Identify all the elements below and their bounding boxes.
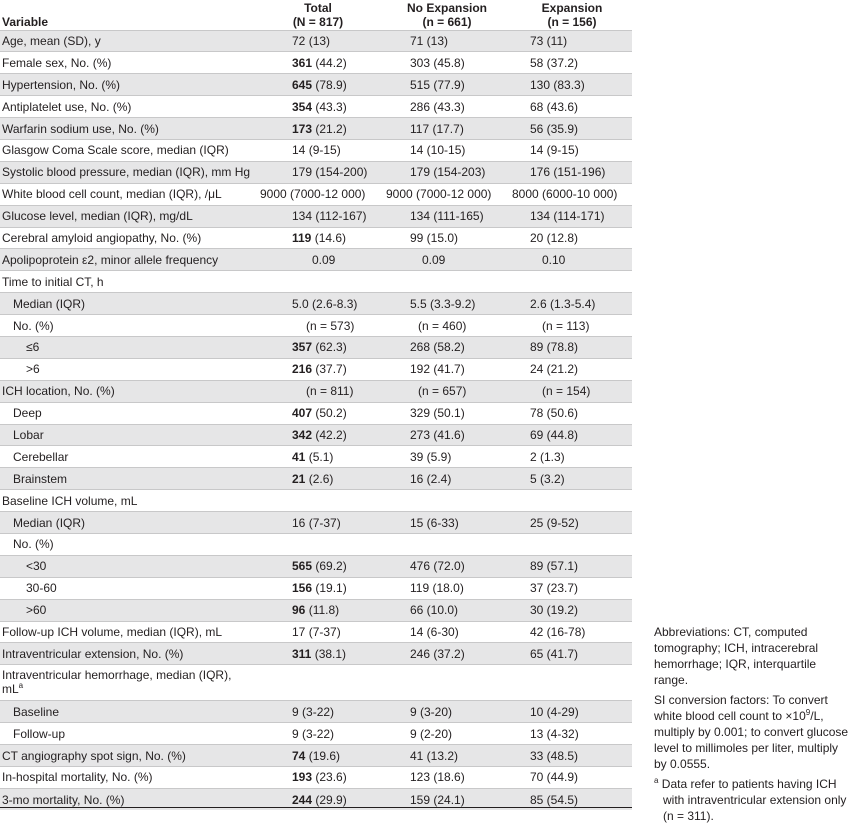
table-row [0,293,632,315]
row-label [0,402,254,424]
total-count: 216 [292,362,313,377]
total-cell [254,665,382,701]
expansion-cell: 58 (37.2) [512,52,632,74]
total-detail: (5.1) [305,449,334,464]
table-row [0,30,632,52]
row-label [0,665,254,701]
row-label [0,30,254,52]
table-row [0,555,632,577]
total-detail: (29.9) [312,792,347,807]
total-cell [254,468,382,490]
row-label-text: Cerebral amyloid angiopathy, No. (%) [2,230,202,245]
total-count: 361 [292,55,313,70]
no-expansion-cell: 9000 (7000-12 000) [382,183,512,205]
total-detail: (14.6) [311,230,347,245]
table-row [0,161,632,183]
total-detail: (13) [305,33,331,48]
table-body [0,30,632,810]
total-detail: (23.6) [312,770,347,785]
table-row [0,96,632,118]
total-count: 407 [292,406,313,421]
si-conversion-text-end: /L, multiply by 0.001; to convert glucose level to millimoles per liter, multiply by 0.0555. [654,709,849,771]
total-cell [254,205,382,227]
header-no-expansion-label: No Expansion [406,0,487,15]
total-cell [254,490,382,512]
total-count: 357 [292,340,313,355]
row-label [0,468,254,490]
row-label [0,52,254,74]
total-detail: (44.2) [312,55,347,70]
row-label-text: No. (%) [13,537,54,552]
header-total-label: Total [304,0,332,15]
total-detail: (37.7) [312,362,347,377]
no-expansion-cell: 329 (50.1) [382,402,512,424]
expansion-cell: 33 (48.5) [512,745,632,767]
header-no-expansion [382,0,512,30]
row-label [0,533,254,555]
table-row [0,227,632,249]
total-count: 565 [292,559,313,574]
row-label-text: ≤6 [26,340,40,355]
expansion-cell: 2 (1.3) [512,446,632,468]
no-expansion-cell [382,271,512,293]
no-expansion-cell: 16 (2.4) [382,468,512,490]
total-cell [254,745,382,767]
row-label [0,293,254,315]
expansion-cell: 70 (44.9) [512,767,632,789]
total-cell [254,621,382,643]
row-label [0,490,254,512]
total-cell [254,315,382,337]
row-label [0,336,254,358]
total-cell [254,336,382,358]
total-cell [254,358,382,380]
table-row [0,577,632,599]
total-count: 14 [292,143,306,158]
total-detail: (69.2) [312,559,347,574]
footnote-a-mark: a [654,776,659,785]
total-count: (n = 811) [306,384,354,399]
abbreviations-note: Abbreviations: CT, computed tomography; ICH, intracerebral hemorrhage; IQR, interquartile range. [654,625,819,687]
no-expansion-cell: (n = 657) [382,380,512,402]
row-label-text: Intraventricular hemorrhage, median (IQR), mL [2,668,232,697]
no-expansion-cell [382,490,512,512]
row-label-text: Baseline [13,704,60,719]
row-label-text: Lobar [13,427,44,442]
no-expansion-cell: 66 (10.0) [382,599,512,621]
table-row [0,446,632,468]
table-row [0,767,632,789]
no-expansion-cell: 192 (41.7) [382,358,512,380]
no-expansion-cell: 119 (18.0) [382,577,512,599]
total-cell [254,96,382,118]
total-cell [254,723,382,745]
total-count: 0.09 [312,252,336,267]
row-label-text: >6 [26,362,40,377]
expansion-cell: 25 (9-52) [512,512,632,534]
row-label [0,599,254,621]
no-expansion-cell: 286 (43.3) [382,96,512,118]
expansion-cell [512,533,632,555]
row-label [0,139,254,161]
no-expansion-cell: 476 (72.0) [382,555,512,577]
row-label-text: Time to initial CT, h [2,274,104,289]
row-label [0,577,254,599]
total-detail: (19.1) [312,581,347,596]
row-label [0,380,254,402]
total-detail: (3-22) [298,704,335,719]
row-label [0,118,254,140]
table-row [0,380,632,402]
total-detail: (7-37) [305,624,341,639]
total-count: 21 [292,471,306,486]
expansion-cell: 0.10 [512,249,632,271]
expansion-cell: 13 (4-32) [512,723,632,745]
row-label-text: Warfarin sodium use, No. (%) [2,121,159,136]
no-expansion-cell: 134 (111-165) [382,205,512,227]
table-row [0,512,632,534]
expansion-cell: 68 (43.6) [512,96,632,118]
no-expansion-cell: 5.5 (3.3-9.2) [382,293,512,315]
table-notes [654,624,850,828]
total-detail: (21.2) [312,121,347,136]
total-cell [254,183,382,205]
total-count: 134 [292,209,313,224]
total-cell [254,249,382,271]
total-count: 74 [292,748,306,763]
row-label [0,745,254,767]
no-expansion-cell: 123 (18.6) [382,767,512,789]
total-cell [254,161,382,183]
no-expansion-cell: 273 (41.6) [382,424,512,446]
table-row [0,402,632,424]
row-label-text: Hypertension, No. (%) [2,77,121,92]
total-detail: (7-37) [305,515,341,530]
row-label-text: Glucose level, median (IQR), mg/dL [2,209,193,224]
total-count: (n = 573) [306,318,355,333]
no-expansion-cell: 515 (77.9) [382,74,512,96]
row-label [0,315,254,337]
no-expansion-cell [382,533,512,555]
row-label [0,643,254,665]
row-label [0,424,254,446]
table-row [0,621,632,643]
total-cell [254,555,382,577]
total-cell [254,701,382,723]
row-label [0,701,254,723]
total-detail: (43.3) [312,99,347,114]
row-label [0,161,254,183]
total-detail: (42.2) [312,427,347,442]
table-row [0,490,632,512]
total-count: 645 [292,77,313,92]
no-expansion-cell: 303 (45.8) [382,52,512,74]
row-label-text: ICH location, No. (%) [2,384,115,399]
row-label-text: Intraventricular extension, No. (%) [2,646,184,661]
row-label [0,723,254,745]
row-label-text: Follow-up ICH volume, median (IQR), mL [2,624,223,639]
row-label-text: Follow-up [13,726,66,741]
header-expansion [512,0,632,30]
row-label-text: >60 [26,603,47,618]
table-header-row [0,0,632,30]
row-label-footnote-mark: a [18,681,24,691]
row-label-text: Glasgow Coma Scale score, median (IQR) [2,143,229,158]
table-row [0,358,632,380]
row-label-text: <30 [26,559,47,574]
total-cell [254,512,382,534]
no-expansion-cell: 71 (13) [382,30,512,52]
expansion-cell: 24 (21.2) [512,358,632,380]
no-expansion-cell: 9 (3-20) [382,701,512,723]
total-count: 9000 [260,187,287,202]
si-conversion-note [654,692,850,772]
expansion-cell: 8000 (6000-10 000) [512,183,632,205]
expansion-cell: 89 (57.1) [512,555,632,577]
table-row [0,468,632,490]
total-cell [254,227,382,249]
expansion-cell: 65 (41.7) [512,643,632,665]
no-expansion-cell: 14 (6-30) [382,621,512,643]
expansion-cell: 78 (50.6) [512,402,632,424]
total-cell [254,599,382,621]
table-row [0,643,632,665]
table-row [0,315,632,337]
header-variable: Variable [0,0,254,30]
no-expansion-cell: 99 (15.0) [382,227,512,249]
row-label [0,205,254,227]
total-count: 193 [292,770,313,785]
table-row [0,424,632,446]
row-label [0,446,254,468]
table-row [0,52,632,74]
table-row [0,271,632,293]
table-row [0,183,632,205]
table-row [0,249,632,271]
table-row [0,665,632,701]
row-label [0,512,254,534]
total-detail: (38.1) [311,646,347,661]
no-expansion-cell: 9 (2-20) [382,723,512,745]
total-detail: (19.6) [305,748,341,763]
total-count: 179 [292,165,313,180]
table-row [0,745,632,767]
row-label [0,621,254,643]
header-expansion-label: Expansion [541,0,603,15]
table-row [0,74,632,96]
row-label-text: White blood cell count, median (IQR), /μL [2,187,222,202]
row-label-text: Cerebellar [13,449,69,464]
expansion-cell: 89 (78.8) [512,336,632,358]
si-conversion-exponent: 9 [805,708,811,717]
total-detail: (154-200) [312,165,368,180]
expansion-cell: 69 (44.8) [512,424,632,446]
total-cell [254,74,382,96]
total-count: 354 [292,99,313,114]
expansion-cell [512,271,632,293]
expansion-cell: 56 (35.9) [512,118,632,140]
total-count: 342 [292,427,313,442]
total-count: 16 [292,515,306,530]
no-expansion-cell: 117 (17.7) [382,118,512,140]
table-row [0,205,632,227]
no-expansion-cell: (n = 460) [382,315,512,337]
total-cell [254,424,382,446]
total-count: 244 [292,792,313,807]
total-count: 119 [292,230,312,245]
row-label-text: 30-60 [26,581,57,596]
total-cell [254,52,382,74]
expansion-cell: 130 (83.3) [512,74,632,96]
no-expansion-cell: 268 (58.2) [382,336,512,358]
row-label [0,74,254,96]
no-expansion-cell: 15 (6-33) [382,512,512,534]
total-count: 5.0 [292,296,309,311]
expansion-cell: (n = 113) [512,315,632,337]
row-label [0,227,254,249]
row-label-text: In-hospital mortality, No. (%) [2,770,153,785]
row-label [0,358,254,380]
row-label-text: Age, mean (SD), y [2,33,101,48]
total-cell [254,380,382,402]
total-cell [254,30,382,52]
no-expansion-cell: 14 (10-15) [382,139,512,161]
total-detail: (2.6) [305,471,334,486]
total-detail: (7000-12 000) [286,187,366,202]
total-count: 17 [292,624,306,639]
row-label-text: Apolipoprotein ε2, minor allele frequency [2,252,219,267]
row-label-text: CT angiography spot sign, No. (%) [2,748,186,763]
expansion-cell: (n = 154) [512,380,632,402]
total-count: 173 [292,121,313,136]
header-total-n: (N = 817) [292,14,344,29]
total-count: 96 [292,603,306,618]
no-expansion-cell [382,665,512,701]
total-detail: (9-15) [305,143,341,158]
total-cell [254,402,382,424]
row-label [0,271,254,293]
no-expansion-cell: 0.09 [382,249,512,271]
total-cell [254,533,382,555]
total-count: 311 [292,646,312,661]
total-count: 9 [292,704,299,719]
total-cell [254,271,382,293]
row-label [0,555,254,577]
row-label-text: Antiplatelet use, No. (%) [2,99,132,114]
header-total [254,0,382,30]
table-bottom-rule [0,807,632,808]
total-detail: (62.3) [312,340,347,355]
expansion-cell: 20 (12.8) [512,227,632,249]
total-count: 41 [292,449,306,464]
row-label-text: Median (IQR) [13,515,86,530]
row-label-text: 3-mo mortality, No. (%) [2,792,125,807]
expansion-cell: 10 (4-29) [512,701,632,723]
total-cell [254,118,382,140]
expansion-cell: 37 (23.7) [512,577,632,599]
table-row [0,723,632,745]
table-row [0,118,632,140]
total-detail: (2.6-8.3) [308,296,358,311]
no-expansion-cell: 159 (24.1) [382,788,512,810]
total-detail: (3-22) [298,726,335,741]
table-row [0,599,632,621]
row-label [0,183,254,205]
expansion-cell: 176 (151-196) [512,161,632,183]
expansion-cell: 42 (16-78) [512,621,632,643]
no-expansion-cell: 246 (37.2) [382,643,512,665]
row-label-text: Female sex, No. (%) [2,55,112,70]
expansion-cell: 85 (54.5) [512,788,632,810]
total-detail: (11.8) [305,603,340,618]
expansion-cell: 2.6 (1.3-5.4) [512,293,632,315]
expansion-cell [512,665,632,701]
row-label-text: No. (%) [13,318,54,333]
row-label-text: Median (IQR) [13,296,86,311]
total-detail: (78.9) [312,77,347,92]
total-count: 9 [292,726,299,741]
expansion-cell: 14 (9-15) [512,139,632,161]
total-cell [254,139,382,161]
row-label-text: Systolic blood pressure, median (IQR), mm Hg [2,165,251,180]
table-row [0,139,632,161]
header-expansion-n: (n = 156) [547,14,597,29]
row-label [0,249,254,271]
table-row [0,336,632,358]
total-cell [254,767,382,789]
table-row [0,533,632,555]
row-label [0,767,254,789]
expansion-cell [512,490,632,512]
total-detail: (112-167) [312,209,367,224]
header-no-expansion-n: (n = 661) [422,14,472,29]
expansion-cell: 30 (19.2) [512,599,632,621]
total-count: 72 [292,33,306,48]
no-expansion-cell: 41 (13.2) [382,745,512,767]
total-detail: (50.2) [312,406,347,421]
total-cell [254,577,382,599]
row-label-text: Brainstem [13,471,68,486]
footnote-a [654,776,850,824]
total-cell [254,446,382,468]
total-cell [254,293,382,315]
row-label [0,96,254,118]
expansion-cell: 73 (11) [512,30,632,52]
row-label-text: Deep [13,406,42,421]
total-count: 156 [292,581,313,596]
footnote-a-text: Data refer to patients having ICH with intraventricular extension only (n = 311). [658,777,847,823]
row-label-text: Baseline ICH volume, mL [2,493,138,508]
si-conversion-text-start: SI conversion factors: To convert white blood cell count to ×10 [654,693,828,723]
expansion-cell: 5 (3.2) [512,468,632,490]
table-row [0,701,632,723]
no-expansion-cell: 179 (154-203) [382,161,512,183]
total-cell [254,643,382,665]
expansion-cell: 134 (114-171) [512,205,632,227]
no-expansion-cell: 39 (5.9) [382,446,512,468]
